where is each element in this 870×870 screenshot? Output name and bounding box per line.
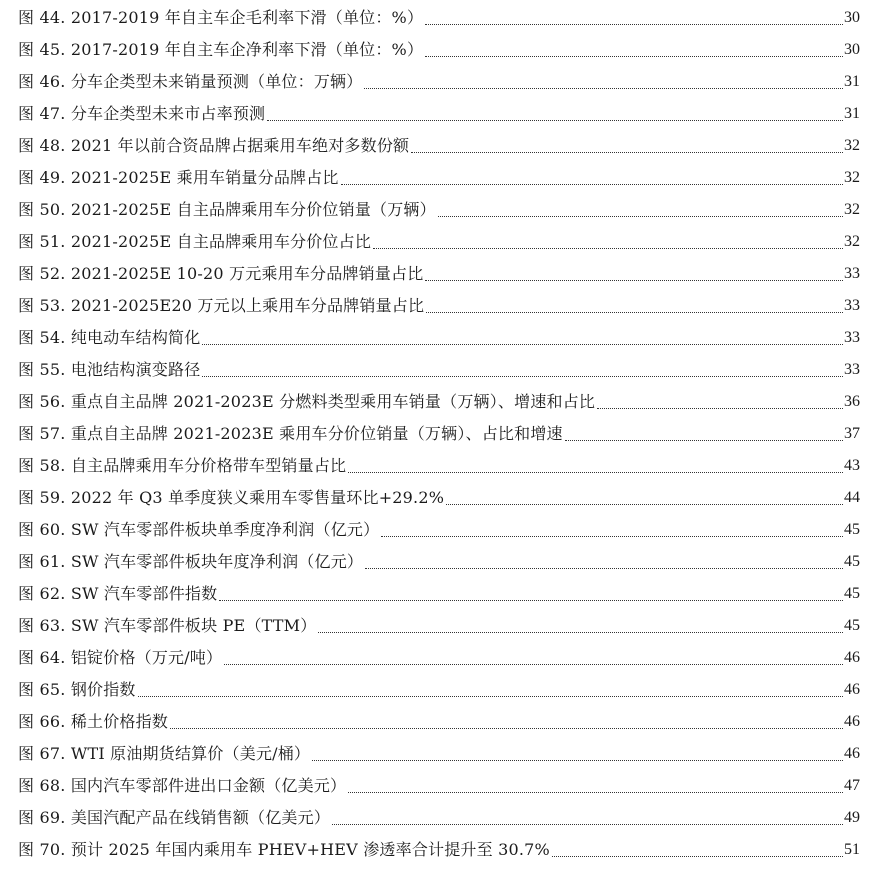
dot-leader — [425, 55, 843, 57]
toc-entry[interactable] — [18, 802, 860, 834]
page-number[interactable]: 33 — [844, 265, 860, 282]
page-number[interactable]: 46 — [844, 649, 860, 666]
toc-entry[interactable] — [18, 546, 860, 578]
figure-title[interactable]: 图 69. 美国汽配产品在线销售额（亿美元） — [18, 808, 331, 827]
page-number[interactable]: 32 — [844, 233, 860, 250]
dot-leader — [224, 663, 843, 665]
figure-title[interactable]: 图 58. 自主品牌乘用车分价格带车型销量占比 — [18, 456, 347, 475]
figure-title[interactable]: 图 48. 2021 年以前合资品牌占据乘用车绝对多数份额 — [18, 136, 410, 155]
figure-title[interactable]: 图 52. 2021-2025E 10-20 万元乘用车分品牌销量占比 — [18, 264, 424, 283]
page-number[interactable]: 45 — [844, 585, 860, 602]
figure-title[interactable]: 图 60. SW 汽车零部件板块单季度净利润（亿元） — [18, 520, 380, 539]
figure-title[interactable]: 图 62. SW 汽车零部件指数 — [18, 584, 218, 603]
page-number[interactable]: 30 — [844, 41, 860, 58]
figure-title[interactable]: 图 55. 电池结构演变路径 — [18, 360, 201, 379]
toc-entry[interactable] — [18, 450, 860, 482]
toc-entry[interactable] — [18, 770, 860, 802]
toc-entry[interactable] — [18, 482, 860, 514]
page-number[interactable]: 37 — [844, 425, 860, 442]
dot-leader — [426, 311, 843, 313]
dot-leader — [138, 695, 843, 697]
page-number[interactable]: 46 — [844, 745, 860, 762]
dot-leader — [219, 599, 843, 601]
dot-leader — [565, 439, 843, 441]
dot-leader — [267, 119, 843, 121]
page-number[interactable]: 33 — [844, 329, 860, 346]
page-number[interactable]: 31 — [844, 105, 860, 122]
dot-leader — [341, 183, 843, 185]
dot-leader — [312, 759, 843, 761]
toc-entry[interactable] — [18, 578, 860, 610]
figure-list-of-contents — [18, 2, 860, 866]
figure-title[interactable]: 图 56. 重点自主品牌 2021-2023E 分燃料类型乘用车销量（万辆）、增速和占比 — [18, 392, 596, 411]
page-number[interactable]: 43 — [844, 457, 860, 474]
toc-entry[interactable] — [18, 258, 860, 290]
figure-title[interactable]: 图 50. 2021-2025E 自主品牌乘用车分价位销量（万辆） — [18, 200, 436, 219]
dot-leader — [348, 791, 843, 793]
figure-title[interactable]: 图 51. 2021-2025E 自主品牌乘用车分价位占比 — [18, 232, 372, 251]
dot-leader — [202, 375, 843, 377]
figure-title[interactable]: 图 65. 钢价指数 — [18, 680, 136, 699]
page-number[interactable]: 47 — [844, 777, 860, 794]
figure-title[interactable]: 图 67. WTI 原油期货结算价（美元/桶） — [18, 744, 311, 763]
figure-title[interactable]: 图 53. 2021-2025E20 万元以上乘用车分品牌销量占比 — [18, 296, 425, 315]
toc-entry[interactable] — [18, 642, 860, 674]
toc-entry[interactable] — [18, 354, 860, 386]
toc-entry[interactable] — [18, 418, 860, 450]
page-number[interactable]: 44 — [844, 489, 860, 506]
page-number[interactable]: 36 — [844, 393, 860, 410]
toc-entry[interactable] — [18, 162, 860, 194]
page-number[interactable]: 32 — [844, 201, 860, 218]
page-number[interactable]: 49 — [844, 809, 860, 826]
figure-title[interactable]: 图 68. 国内汽车零部件进出口金额（亿美元） — [18, 776, 347, 795]
figure-title[interactable]: 图 61. SW 汽车零部件板块年度净利润（亿元） — [18, 552, 364, 571]
dot-leader — [425, 23, 843, 25]
dot-leader — [381, 535, 843, 537]
dot-leader — [446, 503, 843, 505]
toc-entry[interactable] — [18, 2, 860, 34]
page-number[interactable]: 46 — [844, 681, 860, 698]
toc-entry[interactable] — [18, 706, 860, 738]
toc-entry[interactable] — [18, 290, 860, 322]
page-number[interactable]: 33 — [844, 297, 860, 314]
dot-leader — [373, 247, 843, 249]
toc-entry[interactable] — [18, 194, 860, 226]
dot-leader — [202, 343, 843, 345]
page-number[interactable]: 45 — [844, 521, 860, 538]
toc-entry[interactable] — [18, 130, 860, 162]
figure-title[interactable]: 图 46. 分车企类型未来销量预测（单位：万辆） — [18, 72, 363, 91]
dot-leader — [318, 631, 843, 633]
figure-title[interactable]: 图 59. 2022 年 Q3 单季度狭义乘用车零售量环比+29.2% — [18, 488, 445, 507]
figure-title[interactable]: 图 45. 2017-2019 年自主车企净利率下滑（单位：%） — [18, 40, 424, 59]
page-number[interactable]: 45 — [844, 553, 860, 570]
dot-leader — [552, 855, 843, 857]
figure-title[interactable]: 图 66. 稀土价格指数 — [18, 712, 169, 731]
page-number[interactable]: 32 — [844, 137, 860, 154]
dot-leader — [438, 215, 843, 217]
page-number[interactable]: 31 — [844, 73, 860, 90]
toc-entry[interactable] — [18, 514, 860, 546]
page-number[interactable]: 46 — [844, 713, 860, 730]
toc-entry[interactable] — [18, 386, 860, 418]
toc-entry[interactable] — [18, 66, 860, 98]
figure-title[interactable]: 图 54. 纯电动车结构简化 — [18, 328, 201, 347]
figure-title[interactable]: 图 64. 铝锭价格（万元/吨） — [18, 648, 223, 667]
figure-title[interactable]: 图 57. 重点自主品牌 2021-2023E 乘用车分价位销量（万辆）、占比和增速 — [18, 424, 563, 443]
figure-title[interactable]: 图 47. 分车企类型未来市占率预测 — [18, 104, 266, 123]
page-number[interactable]: 30 — [844, 9, 860, 26]
figure-title[interactable]: 图 44. 2017-2019 年自主车企毛利率下滑（单位：%） — [18, 8, 424, 27]
dot-leader — [365, 567, 843, 569]
page-number[interactable]: 45 — [844, 617, 860, 634]
toc-entry[interactable] — [18, 738, 860, 770]
dot-leader — [364, 87, 843, 89]
toc-entry[interactable] — [18, 34, 860, 66]
toc-entry[interactable] — [18, 610, 860, 642]
dot-leader — [348, 471, 843, 473]
figure-title[interactable]: 图 49. 2021-2025E 乘用车销量分品牌占比 — [18, 168, 339, 187]
toc-entry[interactable] — [18, 226, 860, 258]
dot-leader — [411, 151, 843, 153]
dot-leader — [597, 407, 843, 409]
toc-entry[interactable] — [18, 98, 860, 130]
page-number[interactable]: 51 — [844, 841, 860, 858]
dot-leader — [332, 823, 843, 825]
page-number[interactable]: 33 — [844, 361, 860, 378]
figure-title[interactable]: 图 70. 预计 2025 年国内乘用车 PHEV+HEV 渗透率合计提升至 30.7% — [18, 840, 550, 859]
toc-entry[interactable] — [18, 322, 860, 354]
toc-entry[interactable] — [18, 674, 860, 706]
dot-leader — [425, 279, 843, 281]
figure-title[interactable]: 图 63. SW 汽车零部件板块 PE（TTM） — [18, 616, 317, 635]
toc-entry[interactable] — [18, 834, 860, 866]
page-number[interactable]: 32 — [844, 169, 860, 186]
dot-leader — [170, 727, 843, 729]
